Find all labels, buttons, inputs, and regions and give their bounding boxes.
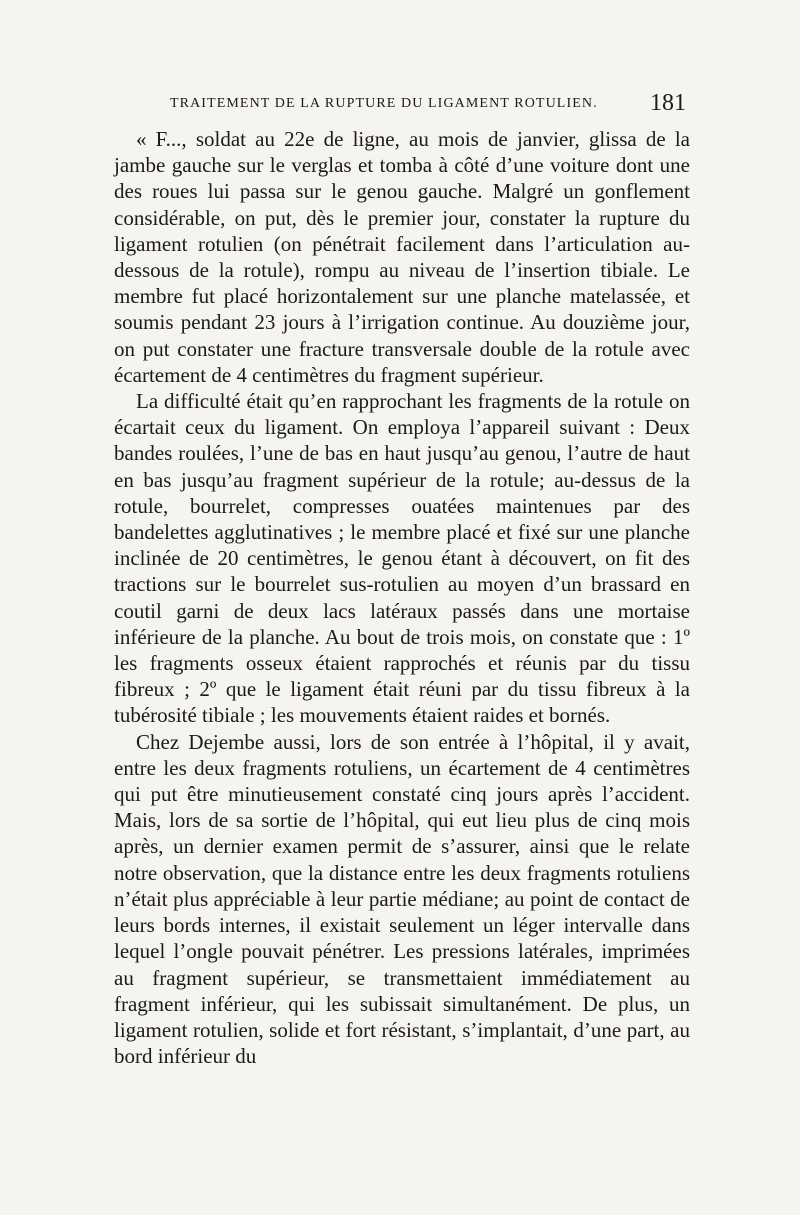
paragraph-dejembe: Chez Dejembe aussi, lors de son entrée à l’hôpital, il y avait, entre les deux fragments rotuliens, un écartement de 4 centimètres qui put être minutieusement constaté cinq jours après l’accident. Mais, lors de sa sortie de l’hôpital, qui eut lieu plus de cinq mois après, un dernier examen permit de s’assurer, ainsi que le relate notre observation, que la distance entre les deux fragments rotuliens n’était plus appréciable à leur partie médiane; au point de contact de leurs bords internes, il existait seulement un léger intervalle dans lequel l’ongle pouvait pénétrer. Les pressions latérales, imprimées au fragment supérieur, se transmettaient immédiatement au fragment inférieur, qui les subissait simultanément. De plus, un ligament rotulien, solide et fort résistant, s’implantait, d’une part, au bord inférieur du (114, 729, 690, 1069)
running-head (118, 90, 686, 120)
running-title: TRAITEMENT DE LA RUPTURE DU LIGAMENT ROTULIEN. (170, 96, 598, 111)
page-number: 181 (650, 90, 686, 116)
paragraph-appareil: La difficulté était qu’en rapprochant les fragments de la rotule on écartait ceux du ligament. On employa l’appareil suivant : Deux bandes roulées, l’une de bas en haut jusqu’au genou, l’autre de haut en bas jusqu’au fragment supérieur de la rotule; au-dessus de la rotule, bourrelet, compresses ouatées maintenues par des bandelettes agglutinatives ; le membre placé et fixé sur une planche inclinée de 20 centimètres, le genou étant à découvert, on fit des tractions sur le bourrelet sus-rotulien au moyen d’un brassard en coutil garni de deux lacs latéraux passés dans une mortaise inférieure de la planche. Au bout de trois mois, on constate que : 1º les fragments osseux étaient rapprochés et réunis par du tissu fibreux ; 2º que le ligament était réuni par du tissu fibreux à la tubérosité tibiale ; les mouvements étaient raides et bornés. (114, 389, 690, 728)
paragraph-case-f: « F..., soldat au 22e de ligne, au mois de janvier, glissa de la jambe gauche sur le verglas et tomba à côté d’une voiture dont une des roues lui passa sur le genou gauche. Malgré un gonflement considérable, on put, dès le premier jour, constater la rupture du ligament rotulien (on pénétrait facilement dans l’articulation au-dessous de la rotule), rompu au niveau de l’insertion tibiale. Le membre fut placé horizontalement sur une planche matelassée, et soumis pendant 23 jours à l’irrigation continue. Au douzième jour, on put constater une fracture transversale double de la rotule avec écartement de 4 centimètres du fragment supérieur. (114, 127, 690, 387)
body-text (114, 126, 690, 1069)
